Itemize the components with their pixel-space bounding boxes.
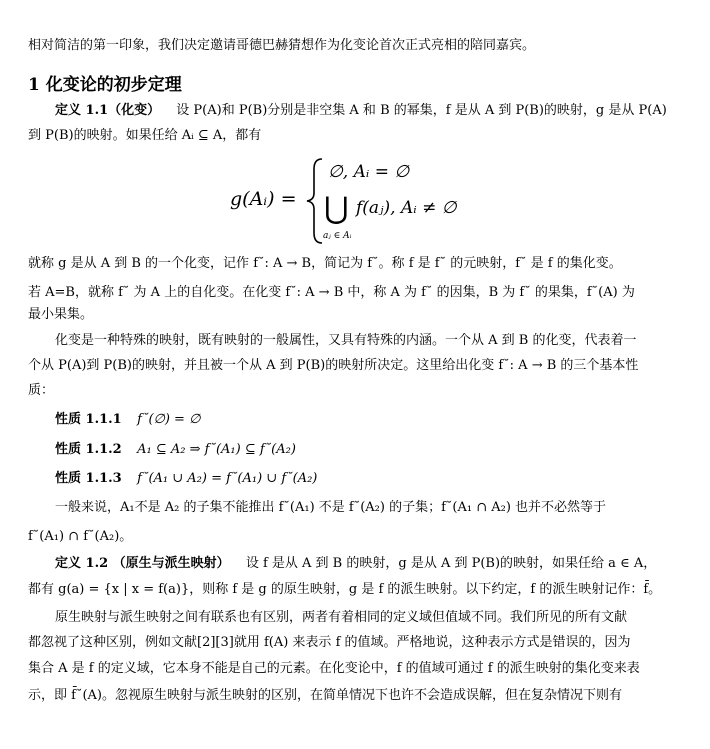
union-symbol: ⋃ [324,191,349,226]
property-label: 性质 1.1.3 [55,471,122,486]
text-line: 一般来说，A₁不是 A₂ 的子集不能推出 f˘(A₁) 不是 f˘(A₂) 的子集；f˘(A₁ ∩ A₂) 也并不必然等于 [55,500,607,515]
text-line: 最小果集。 [28,307,94,322]
property-label: 性质 1.1.2 [55,442,122,457]
piecewise-formula [230,155,490,245]
property-formula: A₁ ⊆ A₂ ⇒ f˘(A₁) ⊆ f˘(A₂) [137,442,296,457]
text-line: 示，即 f̄˘(A)。忽视原生映射与派生映射的区别，在简单情况下也许不会造成误解，但在复杂情况下则有 [28,688,622,703]
section-title: 1 化变论的初步定理 [28,75,182,95]
text-line: 相对简洁的第一印象，我们决定邀请哥德巴赫猜想作为化变论首次正式亮相的陪同嘉宾。 [28,38,536,53]
definition-label: 定义 1.1（化变） [55,103,161,118]
text-line: f˘(A₁) ∩ f˘(A₂)。 [28,529,133,544]
text-line: 化变是一种特殊的映射，既有映射的一般属性，又具有特殊的内涵。一个从 A 到 B 的化变，代表着一 [55,333,637,348]
property-1-1-3 [55,469,317,489]
definition-text: 设 f 是从 A 到 B 的映射，g 是从 A 到 P(B)的映射，如果任给 a ∈ A， [245,556,657,571]
formula-lhs: g(Aᵢ) = [230,188,297,210]
definition-text: 设 P(A)和 P(B)分别是非空集 A 和 B 的幂集，f 是从 A 到 P(B)的映射，g 是从 P(A) [176,103,667,118]
text-line: 质： [28,383,55,398]
definition-1-1-line-2: 到 P(B)的映射。如果任给 Aᵢ ⊆ A，都有 [28,128,262,143]
text-line: 个从 P(A)到 P(B)的映射，并且被一个从 A 到 P(B)的映射所决定。这里给出化变 f˘: A → B 的三个基本性 [28,358,639,373]
definition-1-1-line-1 [55,101,667,121]
property-1-1-2 [55,440,296,460]
union-subscript: aⱼ ∈ Aᵢ [323,231,352,241]
property-1-1-1 [55,410,200,430]
formula-case-1: ∅, Aᵢ = ∅ [328,162,410,182]
text-line: 都忽视了这种区别，例如文献[2][3]就用 f(A) 来表示 f 的值域。严格地说，这种表示方式是错误的，因为 [28,635,631,650]
property-formula: f˘(∅) = ∅ [137,412,201,427]
definition-label: 定义 1.2 （原生与派生映射） [55,556,230,571]
text-line: 都有 g(a) = {x | x = f(a)}，则称 f 是 g 的原生映射，g 是 f 的派生映射。以下约定，f 的派生映射记作：f̄。 [28,582,662,597]
definition-1-2-line-1 [55,554,656,574]
text-line: 原生映射与派生映射之间有联系也有区别，两者有着相同的定义域但值域不同。我们所见的所有文献 [55,610,628,625]
property-label: 性质 1.1.1 [55,412,122,427]
property-formula: f˘(A₁ ∪ A₂) = f˘(A₁) ∪ f˘(A₂) [137,471,318,486]
text-line: 若 A=B，就称 f˘ 为 A 上的自化变。在化变 f˘: A → B 中，称 A 为 f˘ 的因集，B 为 f˘ 的果集，f˘(A) 为 [28,285,635,300]
brace [307,159,322,243]
formula-case-2: f(aⱼ), Aᵢ ≠ ∅ [356,198,457,218]
text-line: 就称 g 是从 A 到 B 的一个化变，记作 f˘: A → B，简记为 f˘。称 f 是 f˘ 的元映射，f˘ 是 f 的集化变。 [28,256,622,271]
text-line: 集合 A 是 f 的定义域，它本身不能是自己的元素。在化变论中，f 的值域可通过 f 的派生映射的集化变来表 [28,661,640,676]
